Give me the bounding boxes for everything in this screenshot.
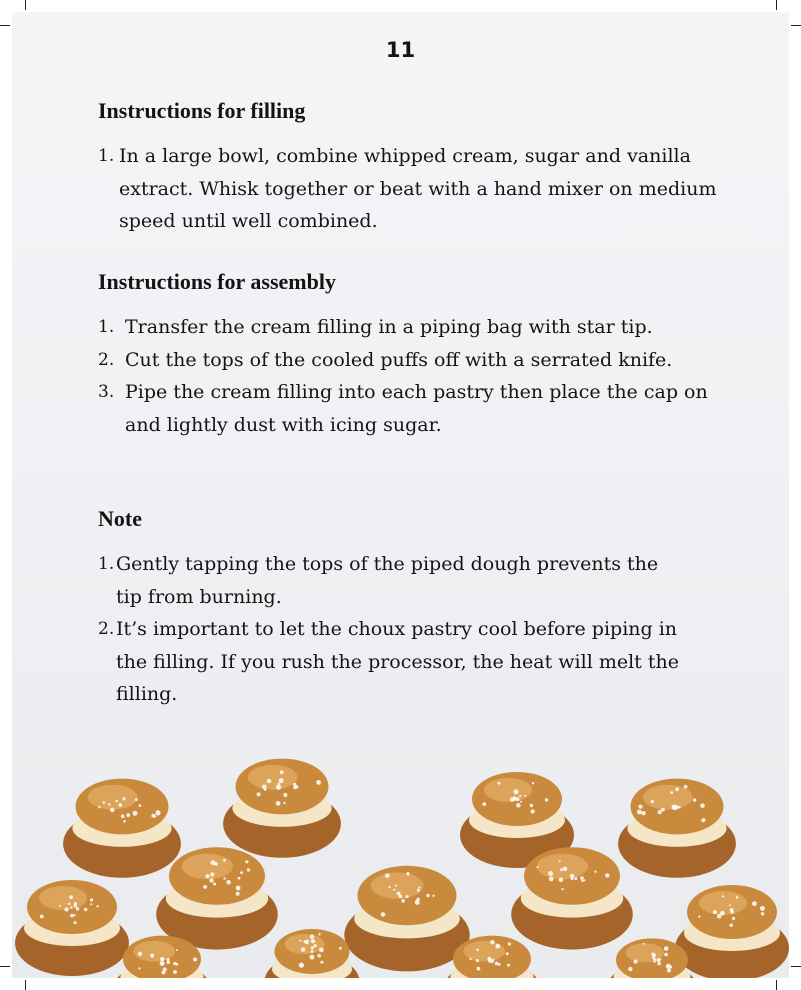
cream-puff <box>63 779 181 878</box>
note-text: Gently tapping the tops of the piped dough prevents the tip from burning. <box>116 553 659 608</box>
crop-mark <box>791 25 801 26</box>
step-number: 2. <box>98 349 115 370</box>
cream-puff <box>618 779 736 878</box>
note-section <box>98 506 688 711</box>
assembly-section <box>98 269 713 441</box>
cream-puff <box>156 847 278 949</box>
crop-mark <box>776 980 777 990</box>
note-text: It’s important to let the choux pastry cool before piping in the filling. If you rush the processor, the heat will melt the filling. <box>116 618 679 705</box>
cream-puff <box>344 866 469 972</box>
cream-puffs-photo <box>12 732 789 978</box>
step-text: Transfer the cream filling in a piping bag with star tip. <box>125 316 653 338</box>
list-item <box>98 376 713 441</box>
list-item <box>98 613 688 711</box>
crop-mark <box>25 980 26 990</box>
cream-puff <box>675 885 789 978</box>
list-item <box>98 140 718 238</box>
filling-section <box>98 98 718 238</box>
filling-heading: Instructions for filling <box>98 98 306 123</box>
list-item <box>98 548 688 613</box>
recipe-page <box>12 12 789 978</box>
crop-mark <box>0 25 10 26</box>
crop-mark <box>776 0 777 10</box>
assembly-steps <box>98 311 713 441</box>
step-text: Cut the tops of the cooled puffs off with a serrated knife. <box>125 348 673 371</box>
note-items <box>98 548 688 711</box>
step-number: 1. <box>98 317 115 337</box>
cream-puff <box>15 880 129 976</box>
cream-puff <box>223 759 341 858</box>
list-item <box>98 311 713 344</box>
note-number: 1. <box>98 554 115 574</box>
crop-mark <box>791 966 801 967</box>
assembly-heading: Instructions for assembly <box>98 269 336 294</box>
crop-mark <box>25 0 26 10</box>
note-number: 2. <box>98 619 115 639</box>
crop-mark <box>0 966 10 967</box>
step-number: 3. <box>98 382 115 402</box>
list-item <box>98 344 713 377</box>
step-text: Pipe the cream filling into each pastry then place the cap on and lightly dust with icing sugar. <box>125 381 708 436</box>
page-number: 11 <box>385 38 416 62</box>
filling-steps <box>98 140 718 238</box>
note-heading: Note <box>98 506 142 531</box>
step-text: In a large bowl, combine whipped cream, sugar and vanilla extract. Whisk together or beat with a hand mixer on medium speed until well combined. <box>119 145 717 232</box>
step-number: 1. <box>98 146 115 166</box>
